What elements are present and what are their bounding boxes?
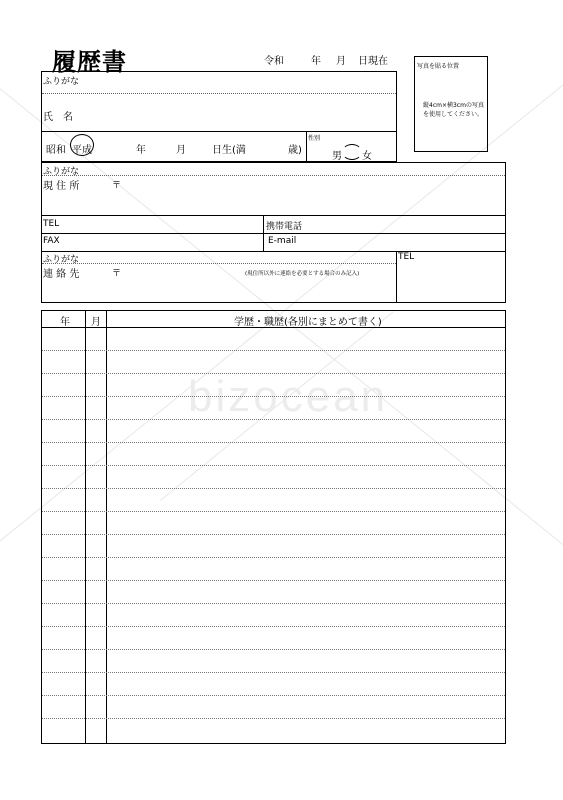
tel-label: TEL: [43, 219, 60, 229]
row-divider: [42, 672, 505, 673]
history-row[interactable]: [42, 373, 505, 396]
contact-note: (現住所以外に連絡を必要とする場合のみ記入): [245, 271, 360, 277]
row-divider: [42, 511, 505, 512]
col-content: 学歴・職歴(各別にまとめて書く): [234, 317, 382, 328]
mobile-label: 携帯電話: [266, 222, 303, 232]
history-row[interactable]: [42, 465, 505, 488]
photo-title: 写真を貼る位置: [417, 63, 460, 70]
row-divider: [42, 396, 505, 397]
row-divider: [42, 603, 505, 604]
row-divider: [42, 649, 505, 650]
birth-suffix: 日生(満: [212, 145, 246, 156]
row-divider: [42, 557, 505, 558]
history-row[interactable]: [42, 327, 505, 350]
history-row[interactable]: [42, 580, 505, 603]
contact-furigana-label: ふりがな: [43, 255, 80, 265]
row-divider: [42, 373, 505, 374]
photo-box[interactable]: [414, 56, 488, 152]
divider: [396, 71, 397, 162]
history-header: [42, 311, 505, 328]
contact-tel-label: TEL: [398, 252, 415, 262]
address-postal-mark: 〒: [112, 181, 122, 191]
history-row[interactable]: [42, 672, 505, 695]
gender-male[interactable]: 男: [332, 151, 342, 162]
row-divider: [42, 465, 505, 466]
gender-circle: [342, 144, 362, 160]
date-day-current: 日現在: [358, 56, 388, 67]
gender-female[interactable]: 女: [362, 151, 372, 162]
row-divider: [42, 580, 505, 581]
email-label: E-mail: [268, 236, 297, 246]
row-divider: [42, 350, 505, 351]
birth-era2: 平成: [72, 145, 92, 156]
email-field[interactable]: [264, 234, 505, 251]
address-section: [41, 162, 506, 303]
history-row[interactable]: [42, 511, 505, 534]
history-table: [41, 310, 506, 744]
row-divider: [42, 488, 505, 489]
contact-tel-field[interactable]: [397, 252, 505, 302]
date-month: 月: [336, 56, 346, 67]
photo-note: 縦4cm×横3cmの写真を使用してください。: [423, 102, 484, 118]
birth-year: 年: [136, 145, 146, 156]
col-month: 月: [91, 317, 101, 328]
address-label: 現 住 所: [43, 181, 80, 192]
divider: [306, 131, 307, 162]
row-divider: [42, 534, 505, 535]
date-year: 年: [311, 56, 321, 67]
contact-label: 連 絡 先: [43, 269, 80, 280]
row-divider: [42, 718, 505, 719]
contact-postal-mark: 〒: [112, 269, 122, 279]
col-year: 年: [60, 317, 70, 328]
history-row[interactable]: [42, 695, 505, 718]
fax-label: FAX: [43, 236, 60, 246]
row-divider: [42, 695, 505, 696]
tel-field[interactable]: [42, 216, 262, 233]
name-field[interactable]: [42, 94, 396, 131]
fax-field[interactable]: [42, 234, 262, 251]
row-divider: [42, 626, 505, 627]
history-row[interactable]: [42, 419, 505, 442]
row-divider: [42, 419, 505, 420]
birth-era1: 昭和: [46, 145, 66, 156]
address-furigana-label: ふりがな: [43, 167, 80, 177]
birth-month: 月: [176, 145, 186, 156]
history-row[interactable]: [42, 718, 505, 741]
row-divider: [42, 442, 505, 443]
history-row[interactable]: [42, 649, 505, 672]
mobile-field[interactable]: [264, 216, 505, 233]
personal-info-section: [41, 71, 396, 162]
history-row[interactable]: [42, 603, 505, 626]
watermark-text: bizocean: [188, 372, 389, 421]
history-row[interactable]: [42, 350, 505, 373]
contact-field[interactable]: [42, 264, 396, 302]
history-row[interactable]: [42, 557, 505, 580]
age-suffix: 歳): [288, 145, 302, 156]
divider: [42, 131, 396, 132]
name-label: 氏 名: [43, 112, 73, 123]
address-field[interactable]: [42, 176, 505, 215]
name-furigana-label: ふりがな: [43, 77, 80, 87]
history-row[interactable]: [42, 396, 505, 419]
history-row[interactable]: [42, 534, 505, 557]
page-title: 履歴書: [52, 47, 127, 76]
history-row[interactable]: [42, 488, 505, 511]
history-row[interactable]: [42, 442, 505, 465]
gender-label: 性別: [308, 135, 321, 142]
history-row[interactable]: [42, 626, 505, 649]
date-era: 令和: [264, 56, 284, 67]
